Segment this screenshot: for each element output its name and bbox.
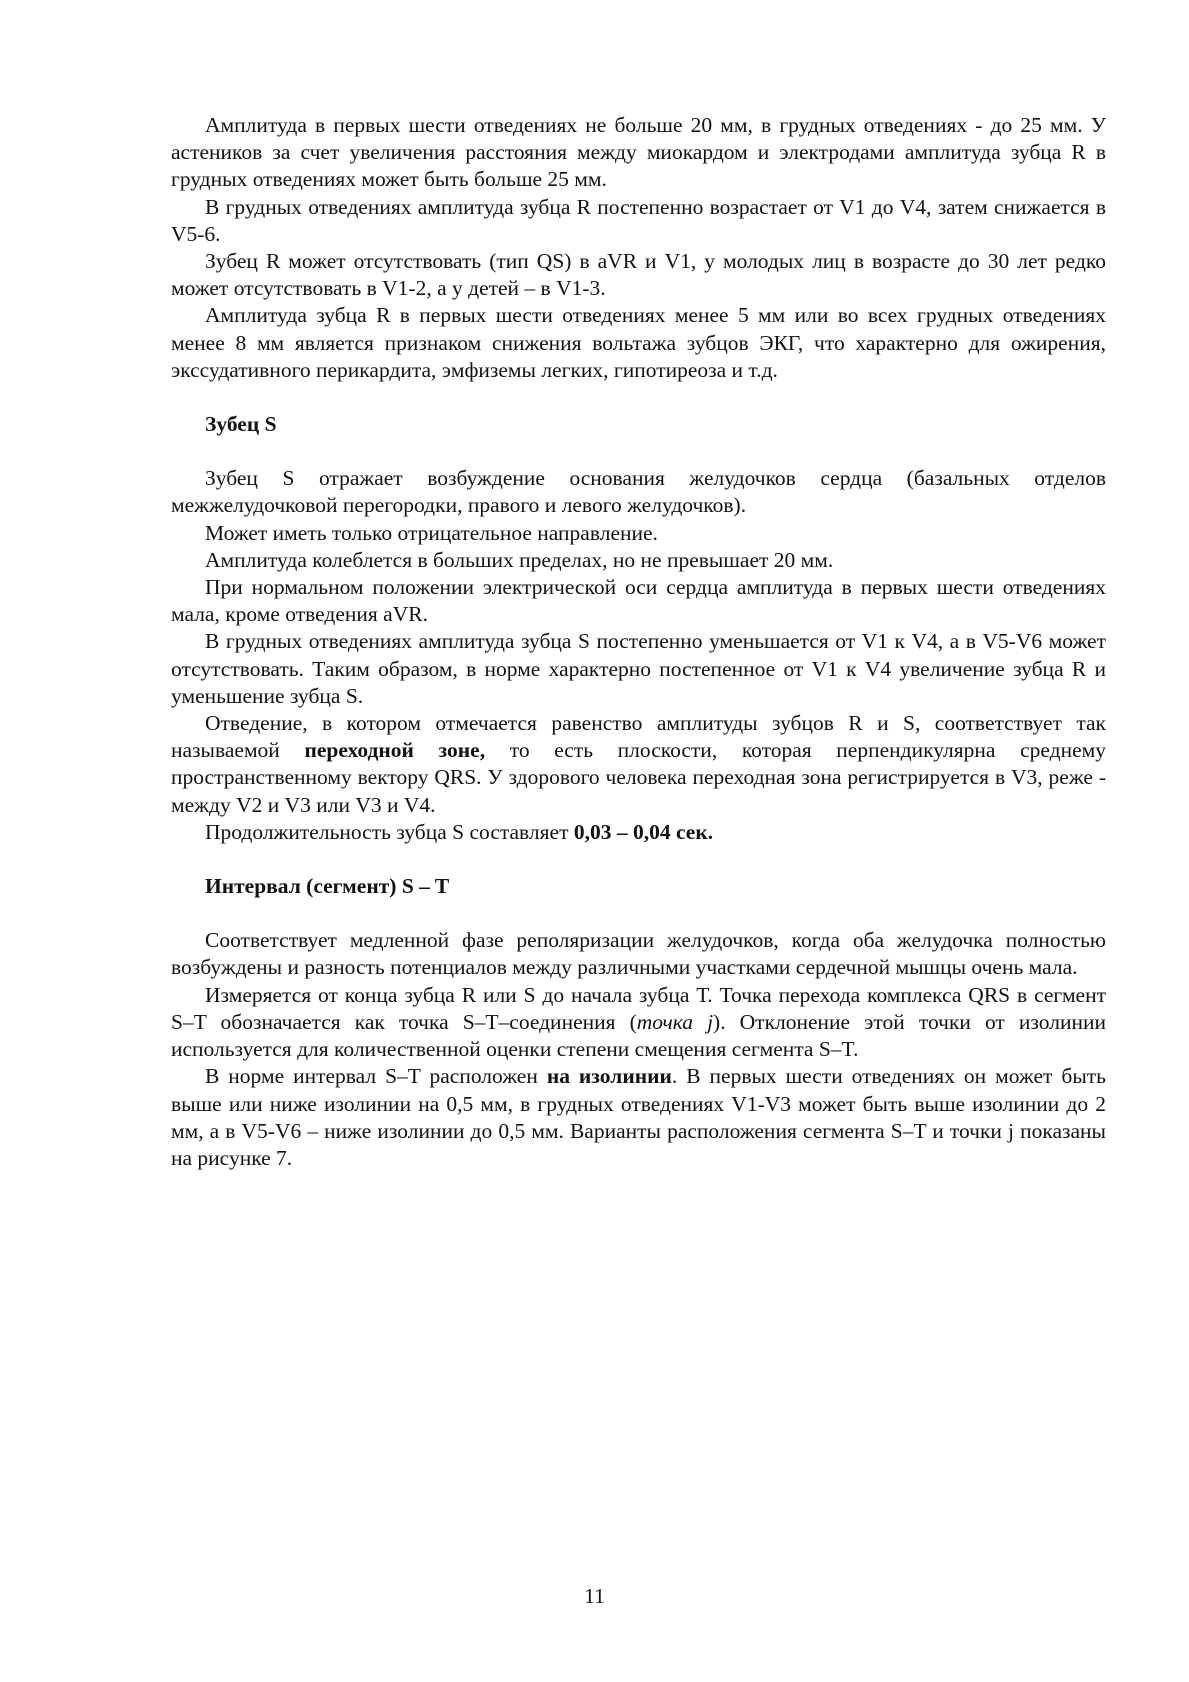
paragraph: Может иметь только отрицательное направление. (205, 520, 658, 545)
text-run: Отведение, в котором отмечается равенство амплитуды зубцов R и S, соответствует так называемой (171, 711, 1106, 763)
paragraph: Зубец S отражает возбуждение основания желудочков сердца (базальных отделов межжелудочковой перегородки, правого и левого желудочков). (171, 466, 1106, 518)
paragraph (171, 982, 1106, 1064)
spacer (171, 846, 1106, 873)
paragraph: Амплитуда колеблется в больших пределах, но не превышает 20 мм. (205, 547, 834, 572)
page-number: 11 (584, 1584, 605, 1608)
bold-term: на изолинии (546, 1064, 672, 1089)
paragraph: При нормальном положении электрической оси сердца амплитуда в первых шести отведениях мала, кроме отведения aVR. (171, 575, 1106, 627)
paragraph: Амплитуда зубца R в первых шести отведениях менее 5 мм или во всех грудных отведениях менее 8 мм является признаком снижения вольтажа зубцов ЭКГ, что характерно для ожирения, экссудативного перикардита, эмфиземы легких, гипотиреоза и т.д. (171, 303, 1106, 382)
bold-term: переходной зоне, (304, 738, 486, 763)
spacer (171, 438, 1106, 465)
paragraph: Соответствует медленной фазе реполяризации желудочков, когда оба желудочка полностью возбуждены и разность потенциалов между различными участками сердечной мышцы очень мала. (171, 928, 1106, 980)
italic-term: точка j (636, 1009, 714, 1034)
text-run: В норме интервал S–T расположен (205, 1064, 547, 1089)
paragraph (171, 710, 1106, 819)
text-run: Измеряется от конца зубца R или S до начала зубца Т. Точка перехода комплекса QRS в сегмент S–T обозначается как точка S–T–соединения ( (171, 982, 1106, 1034)
paragraph: Зубец R может отсутствовать (тип QS) в aVR и V1, у молодых лиц в возрасте до 30 лет редко может отсутствовать в V1-2, а у детей – в V1-3. (171, 249, 1106, 301)
paragraph (171, 1063, 1106, 1172)
paragraph: В грудных отведениях амплитуда зубца R постепенно возрастает от V1 до V4, затем снижается в V5-6. (171, 194, 1106, 246)
paragraph (171, 819, 1106, 846)
section-heading: Зубец S (205, 412, 277, 437)
section-heading: Интервал (сегмент) S – T (205, 874, 450, 899)
spacer (171, 384, 1106, 411)
bold-term: 0,03 – 0,04 сек. (573, 819, 714, 844)
spacer (171, 900, 1106, 927)
paragraph: Амплитуда в первых шести отведениях не больше 20 мм, в грудных отведениях - до 25 мм. У астеников за счет увеличения расстояния между миокардом и электродами амплитуда зубца R в грудных отведениях может быть больше 25 мм. (171, 113, 1106, 192)
text-run: . В первых шести отведениях он может быть выше или ниже изолинии на 0,5 мм, в грудных отведениях V1-V3 может быть выше изолинии до 2 мм, а в V5-V6 – ниже изолинии до 0,5 мм. Варианты расположения сегмента S–T и точки j показаны на рисунке 7. (171, 1064, 1106, 1170)
page-content (171, 112, 1106, 1172)
text-run: ). Отклонение этой точки от изолинии используется для количественной оценки степени смещения сегмента S–T. (171, 1009, 1106, 1062)
paragraph: В грудных отведениях амплитуда зубца S постепенно уменьшается от V1 к V4, а в V5-V6 может отсутствовать. Таким образом, в норме характерно постепенное от V1 к V4 увеличение зубца R и уменьшение зубца S. (171, 629, 1106, 708)
text-run: Продолжительность зубца S составляет (205, 819, 574, 844)
text-run: то есть плоскости, которая перпендикулярна среднему пространственному вектору QRS. У здорового человека переходная зона регистрируется в V3, реже - между V2 и V3 или V3 и V4. (171, 738, 1106, 817)
